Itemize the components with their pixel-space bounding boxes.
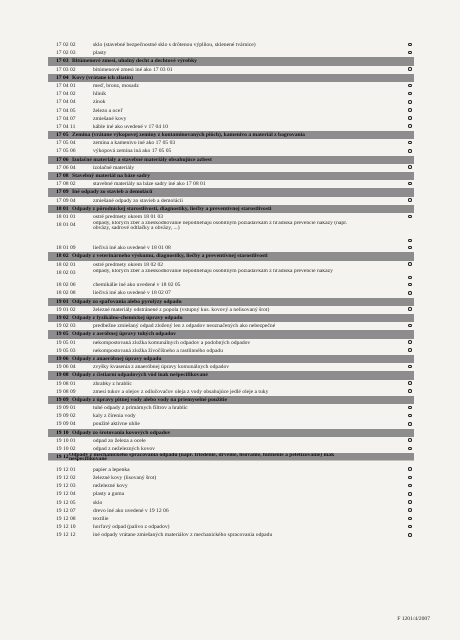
waste-description: textílie — [93, 515, 109, 522]
waste-description: iné odpady vrátane zmiešaných materiálov z mechanického spracovania odpadu — [93, 532, 273, 539]
waste-item-row — [48, 380, 414, 388]
waste-item-row — [48, 49, 414, 57]
waste-item-row — [48, 445, 414, 453]
waste-item-row — [48, 404, 414, 412]
empty-circle-marker-icon — [408, 149, 412, 153]
waste-code: 17 06 — [56, 156, 69, 163]
category-header-row — [48, 156, 414, 164]
waste-item-row — [48, 147, 414, 155]
empty-circle-marker-icon — [408, 348, 412, 352]
waste-description: Stavebný materiál na báze sadry — [72, 173, 150, 179]
waste-description: Odpady z pôrodníckej starostlivosti, diagnostiky, liečby a preventívnej starostlivosti — [72, 205, 272, 212]
category-header-row — [48, 131, 414, 139]
waste-description: Odpady z veterinárneho výskumu, diagnostiky, liečby a preventívnej starostlivosti — [72, 253, 268, 260]
category-header-row — [48, 74, 414, 82]
empty-circle-marker-icon — [408, 124, 412, 128]
waste-description: liečivá iné ako uvedené v 18 01 08 — [93, 245, 171, 252]
waste-description: Zemina (vrátane výkopovej zeminy z kontaminovaných plôch), kamenivo a materiál z bagrovania — [72, 132, 305, 139]
category-header-row — [48, 396, 414, 404]
category-header-row — [48, 453, 414, 466]
waste-description: výkopová zemina iná ako 17 05 05 — [93, 148, 172, 155]
waste-item-row — [48, 197, 414, 205]
category-header-row — [48, 205, 414, 213]
waste-item-row — [48, 107, 414, 115]
empty-circle-marker-icon — [408, 492, 412, 496]
waste-code: 19 12 08 — [56, 515, 76, 522]
form-number: F 1201/4/2007 — [397, 616, 430, 622]
waste-code: 19 05 01 — [56, 339, 76, 346]
waste-description: Odpady z aeróbnej úpravy tuhých odpadov — [72, 331, 176, 338]
category-header-row — [48, 314, 414, 322]
waste-item-row — [48, 306, 414, 314]
empty-circle-marker-icon — [408, 43, 412, 47]
waste-code: 17 08 — [56, 173, 69, 179]
waste-item-row — [48, 466, 414, 474]
waste-item-row — [48, 66, 414, 74]
waste-code: 17 04 11 — [56, 123, 76, 130]
waste-item-row — [48, 388, 414, 396]
waste-code: 19 01 — [56, 298, 69, 305]
waste-description: železné materiály odstránené z popola (vstupný kus. kovový a nelisovaný šrot) — [93, 306, 270, 313]
waste-item-row — [48, 180, 414, 188]
waste-code: 19 09 — [56, 396, 69, 403]
category-header-row — [48, 371, 414, 379]
waste-item-row — [48, 98, 414, 106]
waste-code: 19 12 07 — [56, 507, 76, 514]
waste-description: odpad zo železa a ocele — [93, 437, 146, 444]
waste-code: 17 02 03 — [56, 50, 76, 57]
waste-item-row — [48, 164, 414, 172]
waste-description: Odpady zo spaľovania alebo pyrolýzy odpadu — [72, 298, 182, 305]
waste-description: použité aktívne uhlie — [93, 421, 140, 428]
category-header-row — [48, 429, 414, 437]
waste-item-row — [48, 490, 414, 498]
empty-circle-marker-icon — [408, 262, 412, 266]
waste-code: 17 04 — [56, 74, 69, 81]
empty-circle-marker-icon — [408, 508, 412, 512]
empty-circle-marker-icon — [408, 239, 412, 243]
empty-circle-marker-icon — [408, 100, 412, 104]
waste-description: zmesi tukov a olejov z odlučovačov oleja z vody obsahujúce jedlé oleje a tuky — [93, 388, 269, 395]
waste-item-row — [48, 41, 414, 49]
empty-circle-marker-icon — [408, 92, 412, 96]
waste-description: nekompostovaná zložka komunálnych odpadov a podobných odpadov — [93, 339, 251, 346]
waste-item-row — [48, 139, 414, 147]
waste-code: 18 02 — [56, 253, 69, 260]
waste-description: Odpady z čistiarní odpadových vôd inak nešpecifikované — [72, 372, 208, 379]
waste-code: 19 12 01 — [56, 466, 76, 473]
waste-description: papier a lepenka — [93, 466, 130, 473]
empty-circle-marker-icon — [408, 84, 412, 88]
waste-code: 19 12 03 — [56, 483, 76, 490]
empty-circle-marker-icon — [408, 246, 412, 250]
category-header-row — [48, 57, 414, 65]
waste-description: zhrabky z hrablíc — [93, 380, 132, 387]
empty-circle-marker-icon — [408, 414, 412, 418]
waste-code: 19 06 — [56, 355, 69, 362]
waste-item-row — [48, 474, 414, 482]
waste-description: Odpady zo šrotovania kovových odpadov — [72, 429, 171, 436]
waste-description: chemikálie iné ako uvedené v 18 02 05 — [93, 282, 181, 289]
waste-description: izolačné materiály — [93, 164, 135, 171]
waste-description: železo a oceľ — [93, 107, 123, 114]
waste-item-row — [48, 281, 414, 289]
waste-code: 19 12 — [56, 454, 69, 461]
waste-code: 17 03 — [56, 58, 69, 65]
waste-item-row — [48, 221, 414, 244]
waste-code: 19 05 — [56, 331, 69, 338]
waste-description: liečivá iné ako uvedené v 18 02 07 — [93, 290, 171, 297]
waste-item-row — [48, 437, 414, 445]
empty-circle-marker-icon — [408, 525, 412, 529]
waste-code: 17 04 05 — [56, 107, 76, 114]
waste-code: 18 02 08 — [56, 290, 76, 297]
waste-description: ostré predmety okrem 18 01 03 — [93, 213, 164, 220]
empty-circle-marker-icon — [408, 476, 412, 480]
waste-code: 18 02 01 — [56, 261, 76, 268]
waste-code: 17 03 02 — [56, 66, 76, 73]
waste-description: Bitúmenové zmesi, uholný decht a dechtové výrobky — [72, 58, 197, 65]
waste-code: 17 04 07 — [56, 115, 76, 122]
empty-circle-marker-icon — [408, 51, 412, 55]
waste-code: 19 01 02 — [56, 306, 76, 313]
waste-code: 19 08 09 — [56, 388, 76, 395]
waste-description: Odpady z mechanického spracovania odpadu (napr. triedenie, drvenie, lisovanie, hutnenie a peletizovanie) inak nešpecifikované — [69, 453, 335, 462]
waste-description: plasty — [93, 50, 107, 57]
empty-circle-marker-icon — [408, 116, 412, 120]
waste-description: zmiešané kovy — [93, 115, 127, 122]
waste-item-row — [48, 339, 414, 347]
empty-circle-marker-icon — [408, 108, 412, 112]
waste-code: 19 12 04 — [56, 491, 76, 498]
empty-circle-marker-icon — [408, 533, 412, 537]
waste-description: Odpady z úpravy pitnej vody alebo vody na priemyselné použitie — [72, 396, 227, 403]
waste-description: zinok — [93, 99, 106, 106]
waste-code: 19 12 12 — [56, 532, 76, 539]
waste-description: odpad z neželezných kovov — [93, 446, 155, 453]
waste-item-row — [48, 363, 414, 371]
waste-description: drevo iné ako uvedené v 19 12 06 — [93, 507, 169, 514]
empty-circle-marker-icon — [408, 291, 412, 295]
waste-description: zmiešané odpady zo stavieb a demolácií — [93, 197, 183, 204]
empty-circle-marker-icon — [408, 381, 412, 385]
waste-code: 19 10 02 — [56, 446, 76, 453]
waste-description: zemina a kamenivo iné ako 17 05 03 — [93, 140, 176, 147]
empty-circle-marker-icon — [408, 484, 412, 488]
empty-circle-marker-icon — [408, 447, 412, 451]
waste-catalogue-list — [48, 41, 414, 540]
waste-item-row — [48, 412, 414, 420]
empty-circle-marker-icon — [408, 67, 412, 71]
waste-code: 17 09 — [56, 189, 69, 196]
waste-description: železné kovy (lisovaný šrot) — [93, 475, 157, 481]
empty-circle-marker-icon — [408, 517, 412, 521]
waste-code: 19 10 — [56, 429, 69, 436]
waste-description: odpady, ktorých zber a zneškodňovanie nepodliehajú osobitným požiadavkám z hľadiska prevencie nákazy (napr. obväzy, sadrové odtlačky a obväzy, ...) — [93, 221, 348, 231]
empty-circle-marker-icon — [408, 500, 412, 504]
waste-description: Iné odpady zo stavieb a demolácií — [72, 189, 153, 196]
waste-item-row — [48, 515, 414, 523]
empty-circle-marker-icon — [408, 365, 412, 369]
waste-description: ostré predmety okrem 18 02 02 — [93, 261, 164, 268]
waste-item-row — [48, 269, 414, 282]
category-header-row — [48, 172, 414, 180]
waste-description: Odpady z anaeróbnej úpravy odpadu — [72, 355, 162, 362]
waste-description: stavebné materiály na báze sadry iné ako 17 08 01 — [93, 181, 206, 188]
waste-code: 18 01 — [56, 205, 69, 212]
waste-description: odpady, ktorých zber a zneškodňovanie nepodliehajú osobitným požiadavkám z hľadiska prevencie nákazy — [93, 268, 333, 273]
waste-code: 19 10 01 — [56, 437, 76, 444]
waste-code: 18 02 03 — [56, 269, 76, 276]
waste-description: horľavý odpad (palivo z odpadov) — [93, 524, 170, 531]
waste-item-row — [48, 289, 414, 297]
waste-item-row — [48, 90, 414, 98]
waste-description: sklo (stavebné bezpečnostné sklo s drôtenou výplňou, sklenené tvárnice) — [93, 42, 256, 48]
empty-circle-marker-icon — [408, 283, 412, 287]
waste-code: 17 06 04 — [56, 164, 76, 171]
category-header-row — [48, 298, 414, 306]
waste-item-row — [48, 499, 414, 507]
waste-description: káble iné ako uvedené v 17 04 10 — [93, 123, 169, 130]
waste-description: kaly z čírenia vody — [93, 413, 136, 420]
waste-item-row — [48, 482, 414, 490]
waste-code: 18 01 09 — [56, 245, 76, 252]
empty-circle-marker-icon — [408, 307, 412, 311]
waste-code: 19 12 05 — [56, 499, 76, 506]
waste-description: bitúmenové zmesi iné ako 17 03 01 — [93, 66, 173, 73]
waste-item-row — [48, 420, 414, 428]
empty-circle-marker-icon — [408, 467, 412, 471]
waste-item-row — [48, 261, 414, 269]
waste-code: 19 02 03 — [56, 323, 76, 330]
waste-description: hliník — [93, 91, 107, 98]
empty-circle-marker-icon — [408, 389, 412, 393]
waste-item-row — [48, 531, 414, 539]
waste-item-row — [48, 244, 414, 252]
waste-code: 19 12 10 — [56, 524, 76, 531]
waste-code: 18 01 04 — [56, 222, 76, 229]
waste-description: Odpady z fyzikálno-chemickej úpravy odpadu — [72, 315, 183, 322]
waste-item-row — [48, 123, 414, 131]
waste-code: 17 05 06 — [56, 148, 76, 155]
waste-code: 19 06 04 — [56, 364, 76, 371]
waste-code: 18 01 01 — [56, 213, 76, 220]
waste-description: zvyšky kvasenia z anaeróbnej úpravy komunálnych odpadov — [93, 364, 230, 371]
waste-item-row — [48, 115, 414, 123]
waste-code: 19 05 03 — [56, 347, 76, 354]
waste-code: 19 09 01 — [56, 405, 76, 412]
waste-description: predbežne zmiešaný odpad zložený len z odpadov neoznačených ako nebezpečné — [93, 323, 276, 330]
waste-description: Izolačné materiály a stavebné materiály obsahujúce azbest — [72, 156, 212, 163]
waste-code: 17 02 02 — [56, 42, 76, 48]
waste-description: Kovy (vrátane ich zliatín) — [72, 74, 134, 81]
waste-item-row — [48, 213, 414, 221]
waste-code: 17 05 04 — [56, 140, 76, 147]
waste-item-row — [48, 347, 414, 355]
waste-item-row — [48, 523, 414, 531]
empty-circle-marker-icon — [408, 182, 412, 186]
waste-description: meď, bronz, mosadz — [93, 82, 139, 89]
waste-code: 17 04 04 — [56, 99, 76, 106]
waste-code: 19 08 — [56, 372, 69, 379]
waste-code: 19 12 02 — [56, 475, 76, 481]
waste-item-row — [48, 507, 414, 515]
empty-circle-marker-icon — [408, 324, 412, 328]
empty-circle-marker-icon — [408, 340, 412, 344]
waste-code: 17 08 02 — [56, 181, 76, 188]
waste-item-row — [48, 82, 414, 90]
category-header-row — [48, 330, 414, 338]
empty-circle-marker-icon — [408, 198, 412, 202]
empty-circle-marker-icon — [408, 141, 412, 145]
waste-code: 17 09 04 — [56, 197, 76, 204]
category-header-row — [48, 355, 414, 363]
waste-item-row — [48, 322, 414, 330]
waste-code: 19 08 01 — [56, 380, 76, 387]
waste-description: nekompostovaná zložka živočíšneho a rastlinného odpadu — [93, 347, 224, 354]
waste-code: 18 02 06 — [56, 282, 76, 289]
waste-description: neželezné kovy — [93, 483, 128, 490]
empty-circle-marker-icon — [408, 438, 412, 442]
category-header-row — [48, 188, 414, 196]
waste-code: 17 04 02 — [56, 91, 76, 98]
empty-circle-marker-icon — [408, 406, 412, 410]
category-header-row — [48, 252, 414, 260]
empty-circle-marker-icon — [408, 215, 412, 219]
waste-description: plasty a guma — [93, 491, 125, 498]
waste-code: 19 02 — [56, 315, 69, 322]
empty-circle-marker-icon — [408, 422, 412, 426]
empty-circle-marker-icon — [408, 165, 412, 169]
waste-code: 17 04 01 — [56, 82, 76, 89]
empty-circle-marker-icon — [408, 276, 412, 280]
waste-description: tuhé odpady z primárnych filtrov a hrablíc — [93, 405, 188, 412]
waste-code: 17 05 — [56, 132, 69, 139]
waste-code: 19 09 04 — [56, 421, 76, 428]
waste-description: sklo — [93, 499, 103, 506]
waste-code: 19 09 02 — [56, 413, 76, 420]
